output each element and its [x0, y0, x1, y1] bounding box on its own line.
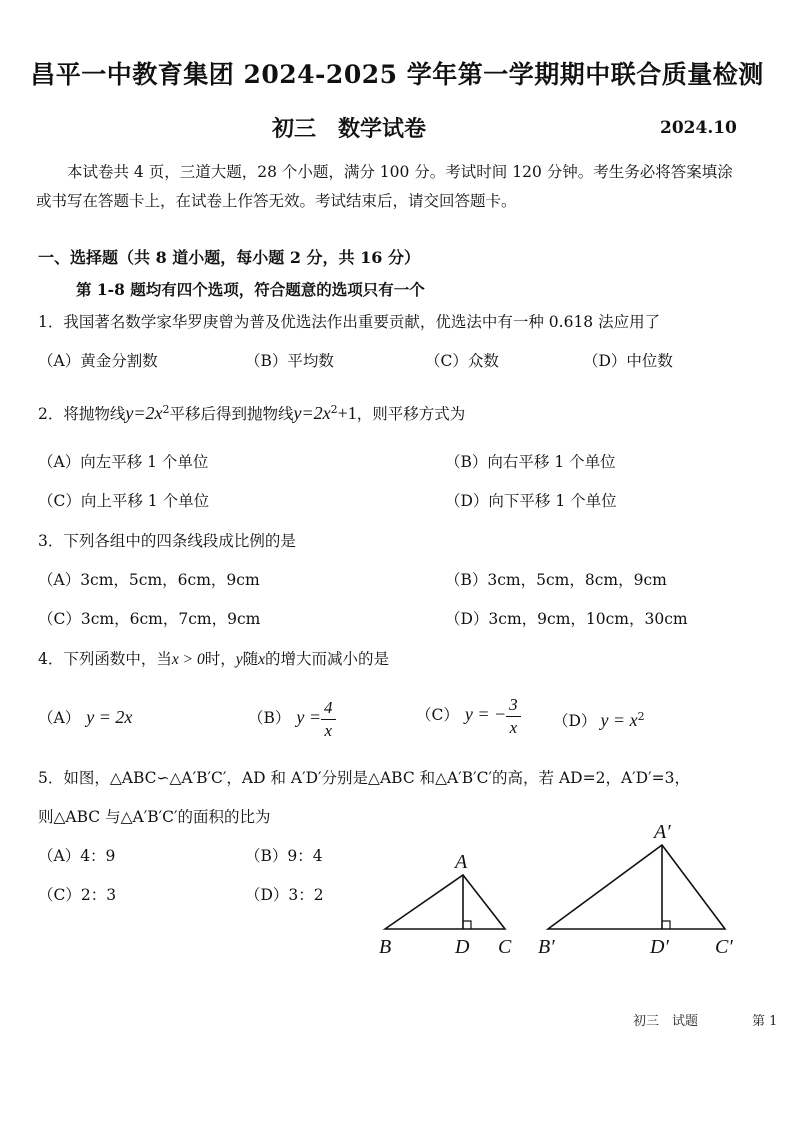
section-heading: 一、选择题（共 8 道小题，每小题 2 分，共 16 分） [38, 248, 420, 267]
q4-stem-a: 4．下列函数中，当 [38, 650, 172, 668]
q4-option-a-expr: y = 2x [86, 707, 133, 727]
q3-option-c: （C）3cm，6cm，7cm，9cm [38, 610, 261, 628]
label-c: C [498, 936, 512, 958]
question-5-stem-line1: 5．如图，△ABC∽△A′B′C′，AD 和 A′D′分别是△ABC 和△A′B′C′的高，若 AD=2，A′D′=3， [38, 769, 690, 787]
right-angle-mark-d2 [662, 921, 670, 929]
q2-option-a: （A）向左平移 1 个单位 [38, 453, 209, 471]
q5-option-b: （B）9：4 [245, 847, 323, 865]
q4-var-x: x [258, 651, 266, 668]
label-d: D [455, 936, 470, 958]
q2-middle: 平移后得到抛物线 [169, 405, 294, 423]
label-b-prime: B′ [538, 936, 555, 958]
q1-option-c: （C）众数 [425, 352, 499, 370]
q4-option-b-denominator: x [324, 720, 333, 740]
q5-option-c: （C）2：3 [38, 886, 117, 904]
triangle-abc [385, 875, 505, 929]
footer-label: 初三 试题 [633, 1014, 699, 1029]
q4-option-c-label: （C） [416, 706, 459, 724]
q4-option-d-label: （D） [553, 712, 597, 731]
exam-title: 昌平一中教育集团 2024-2025 学年第一学期期中联合质量检测 [30, 60, 764, 89]
q4-stem-d: 的增大而减小的是 [265, 650, 390, 668]
q4-option-b-label: （B） [248, 709, 291, 727]
exam-subject: 初三 数学试卷 [272, 116, 427, 142]
q1-option-b: （B）平均数 [245, 352, 334, 370]
right-angle-mark-d [463, 921, 471, 929]
label-d-prime: D′ [650, 936, 669, 958]
q4-option-c-lhs: y = − [464, 704, 507, 724]
q2-option-d: （D）向下平移 1 个单位 [445, 492, 617, 510]
q2-parabola-2: y=2x [293, 403, 331, 423]
q4-option-b-numerator: 4 [321, 697, 336, 720]
q4-option-d-expr: y = x [600, 710, 638, 731]
q2-parabola-1: y=2x [125, 403, 163, 423]
section-instruction: 第 1-8 题均有四个选项，符合题意的选项只有一个 [76, 280, 425, 299]
q5-option-d: （D）3：2 [245, 886, 324, 904]
q1-option-d: （D）中位数 [583, 352, 673, 370]
q4-condition: x > 0 [171, 651, 205, 668]
q1-option-a: （A）黄金分割数 [38, 352, 158, 370]
label-a: A [455, 851, 468, 873]
q5-option-a: （A）4：9 [38, 847, 116, 865]
label-c-prime: C′ [715, 936, 733, 958]
q2-constant: +1 [337, 403, 357, 423]
footer-page: 第 1 [752, 1014, 778, 1029]
q2-prefix: 2．将抛物线 [38, 405, 126, 423]
question-1-stem: 1．我国著名数学家华罗庚曾为普及优选法作出重要贡献，优选法中有一种 0.618 法应用了 [38, 313, 661, 331]
question-3-stem: 3．下列各组中的四条线段成比例的是 [38, 532, 296, 550]
q3-option-b: （B）3cm，5cm，8cm，9cm [445, 571, 667, 589]
exam-instructions: 本试卷共 4 页，三道大题，28 个小题，满分 100 分。考试时间 120 分钟。考生务必将答案填涂或书写在答题卡上，在试卷上作答无效。考试结束后，请交回答题卡。 [36, 163, 733, 210]
q2-option-c: （C）向上平移 1 个单位 [38, 492, 210, 510]
q4-option-c-numerator: 3 [506, 694, 521, 717]
question-5-stem-line2: 则△ABC 与△A′B′C′的面积的比为 [38, 808, 271, 826]
q4-option-d-exponent: 2 [637, 710, 645, 723]
q4-option-c-denominator: x [509, 717, 518, 737]
q2-option-b: （B）向右平移 1 个单位 [445, 453, 616, 471]
q4-option-a-label: （A） [38, 709, 81, 727]
q4-stem-b: 时， [204, 650, 236, 668]
exam-date: 2024.10 [660, 118, 737, 138]
label-a-prime: A′ [654, 821, 671, 843]
q2-suffix: ，则平移方式为 [356, 405, 466, 423]
triangle-a2b2c2 [548, 845, 725, 929]
q4-var-y: y [235, 651, 243, 668]
q3-option-d: （D）3cm，9cm，10cm，30cm [445, 610, 688, 628]
q3-option-a: （A）3cm，5cm，6cm，9cm [38, 571, 260, 589]
q2-exponent-1: 2 [162, 402, 170, 416]
label-b: B [379, 936, 392, 958]
q4-option-b-lhs: y = [296, 707, 322, 727]
q4-stem-c: 随 [242, 650, 259, 668]
q2-exponent-2: 2 [330, 402, 338, 416]
